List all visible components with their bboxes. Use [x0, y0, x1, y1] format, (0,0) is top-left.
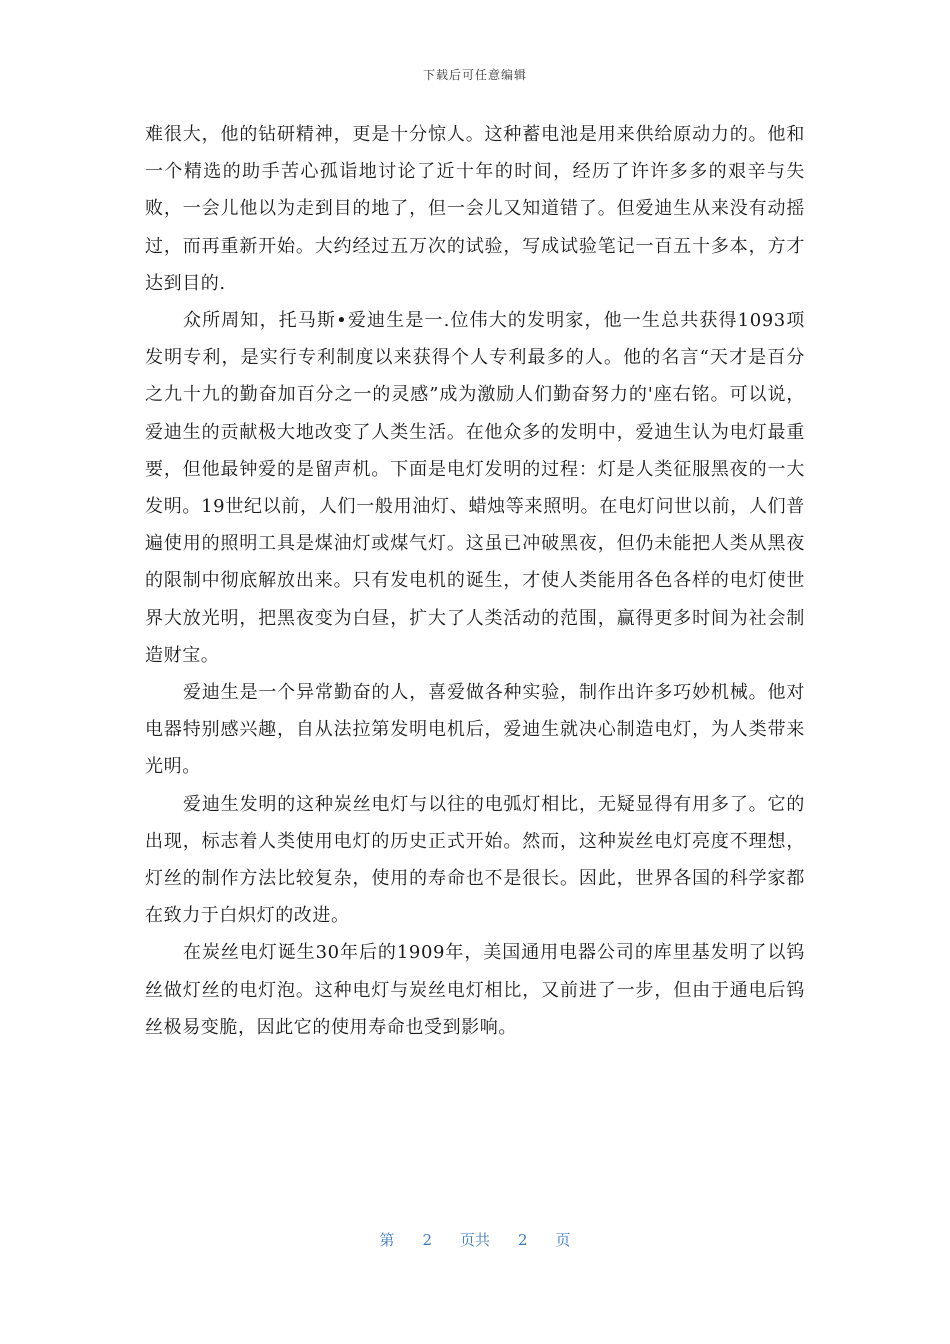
- paragraph-5: 在炭丝电灯诞生30年后的1909年，美国通用电器公司的库里基发明了以钨丝做灯丝的电灯泡。这种电灯与炭丝电灯相比，又前进了一步，但由于通电后钨丝极易变脆，因此它的使用寿命也受到影响。: [145, 942, 805, 1038]
- page-header: 下载后可任意编辑: [422, 68, 527, 82]
- footer-label-page: 第: [379, 1231, 395, 1249]
- footer-total-pages: 2: [518, 1231, 528, 1249]
- document-body: [145, 116, 805, 1046]
- paragraph-2: 众所周知，托马斯•爱迪生是一.位伟大的发明家，他一生总共获得1093项发明专利，是实行专利制度以来获得个人专利最多的人。他的名言“天才是百分之九十九的勤奋加百分之一的灵感”成为激励人们勤奋努力的'座右铭。可以说，爱迪生的贡献极大地改变了人类生活。在他众多的发明中，爱迪生认为电灯最重要，但他最钟爱的是留声机。下面是电灯发明的过程：灯是人类征服黑夜的一大发明。19世纪以前，人们一般用油灯、蜡烛等来照明。在电灯问世以前，人们普遍使用的照明工具是煤油灯或煤气灯。这虽已冲破黑夜，但仍未能把人类从黑夜的限制中彻底解放出来。只有发电机的诞生，才使人类能用各色各样的电灯使世界大放光明，把黑夜变为白昼，扩大了人类活动的范围，赢得更多时间为社会制造财宝。: [145, 310, 805, 666]
- paragraph-4: 爱迪生发明的这种炭丝电灯与以往的电弧灯相比，无疑显得有用多了。它的出现，标志着人类使用电灯的历史正式开始。然而，这种炭丝电灯亮度不理想，灯丝的制作方法比较复杂，使用的寿命也不是很长。因此，世界各国的科学家都在致力于白炽灯的改进。: [145, 793, 805, 927]
- paragraph-3: 爱迪生是一个异常勤奋的人，喜爱做各种实验，制作出许多巧妙机械。他对电器特别感兴趣，自从法拉第发明电机后，爱迪生就决心制造电灯，为人类带来光明。: [145, 682, 805, 778]
- footer-current-page: 2: [422, 1231, 432, 1249]
- paragraph-1: 难很大，他的钻研精神，更是十分惊人。这种蓄电池是用来供给原动力的。他和一个精选的助手苦心孤诣地讨论了近十年的时间，经历了许许多多的艰辛与失败，一会儿他以为走到目的地了，但一会儿又知道错了。但爱迪生从来没有动摇过，而再重新开始。大约经过五万次的试验，写成试验笔记一百五十多本，方才达到目的.: [145, 124, 805, 294]
- page-footer: [0, 1229, 950, 1250]
- footer-label-total: 页共: [459, 1231, 490, 1249]
- footer-label-end: 页: [555, 1231, 571, 1249]
